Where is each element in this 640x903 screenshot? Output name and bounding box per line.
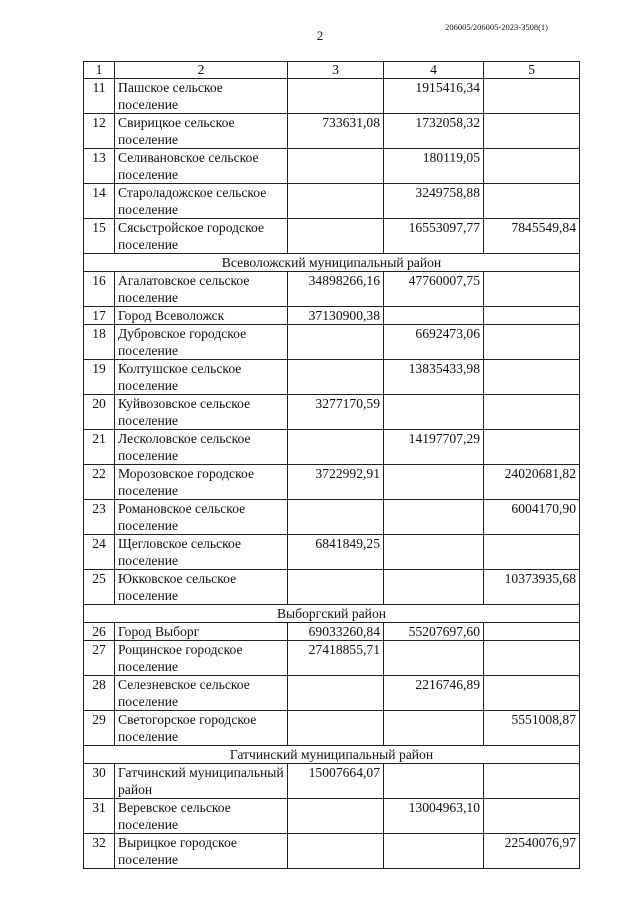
row-number: 26 [84,623,115,641]
column-4-value: 2216746,89 [384,676,484,711]
document-id: 206005/206005-2023-3508(1) [445,22,548,32]
page-number: 2 [316,28,324,43]
column-4-value: 13004963,10 [384,799,484,834]
column-header: 5 [484,62,580,79]
column-4-value: 1915416,34 [384,79,484,114]
column-5-value [484,79,580,114]
column-header: 2 [115,62,288,79]
column-5-value [484,623,580,641]
settlement-name: Город Всеволожск [115,307,288,325]
table-row [84,799,580,834]
table-row [84,219,580,254]
table-row [84,834,580,869]
column-5-value [484,114,580,149]
column-3-value: 3277170,59 [288,395,384,430]
table-row [84,711,580,746]
table-row [84,764,580,799]
column-4-value [384,395,484,430]
column-4-value: 55207697,60 [384,623,484,641]
column-4-value: 16553097,77 [384,219,484,254]
row-number: 12 [84,114,115,149]
column-5-value [484,764,580,799]
settlement-name: Куйвозовское сельское поселение [115,395,288,430]
column-3-value [288,360,384,395]
settlement-name: Пашское сельское поселение [115,79,288,114]
column-4-value: 1732058,32 [384,114,484,149]
column-3-value [288,325,384,360]
settlement-name: Сясьстройское городское поселение [115,219,288,254]
table-row [84,570,580,605]
column-4-value [384,641,484,676]
district-header-row [84,605,580,623]
row-number: 32 [84,834,115,869]
settlement-name: Староладожское сельское поселение [115,184,288,219]
column-4-value [384,711,484,746]
column-4-value [384,307,484,325]
row-number: 24 [84,535,115,570]
settlement-name: Лесколовское сельское поселение [115,430,288,465]
row-number: 31 [84,799,115,834]
table-row [84,149,580,184]
column-3-value [288,834,384,869]
column-5-value [484,307,580,325]
row-number: 15 [84,219,115,254]
column-5-value: 6004170,90 [484,500,580,535]
district-header-row [84,254,580,272]
settlement-name: Селивановское сельское поселение [115,149,288,184]
column-header: 3 [288,62,384,79]
column-4-value [384,834,484,869]
row-number: 19 [84,360,115,395]
table-row [84,395,580,430]
column-4-value: 13835433,98 [384,360,484,395]
column-header: 1 [84,62,115,79]
table-row [84,272,580,307]
column-4-value [384,465,484,500]
column-4-value: 6692473,06 [384,325,484,360]
row-number: 13 [84,149,115,184]
column-5-value [484,149,580,184]
table-row [84,184,580,219]
row-number: 21 [84,430,115,465]
settlement-name: Дубровское городское поселение [115,325,288,360]
column-5-value [484,184,580,219]
row-number: 28 [84,676,115,711]
column-3-value [288,500,384,535]
row-number: 17 [84,307,115,325]
column-5-value: 5551008,87 [484,711,580,746]
row-number: 20 [84,395,115,430]
row-number: 14 [84,184,115,219]
district-name: Гатчинский муниципальный район [84,746,580,764]
district-name: Всеволожский муниципальный район [84,254,580,272]
column-4-value: 180119,05 [384,149,484,184]
settlement-name: Колтушское сельское поселение [115,360,288,395]
row-number: 30 [84,764,115,799]
row-number: 25 [84,570,115,605]
table-row [84,79,580,114]
table-row [84,360,580,395]
column-3-value [288,79,384,114]
column-3-value: 15007664,07 [288,764,384,799]
table-row [84,676,580,711]
column-3-value [288,570,384,605]
settlement-name: Вырицкое городское поселение [115,834,288,869]
settlement-name: Юкковское сельское поселение [115,570,288,605]
district-name: Выборгский район [84,605,580,623]
column-5-value [484,535,580,570]
table-row [84,430,580,465]
table-row [84,535,580,570]
column-3-value: 69033260,84 [288,623,384,641]
column-5-value [484,430,580,465]
row-number: 29 [84,711,115,746]
table-row [84,325,580,360]
settlement-name: Город Выборг [115,623,288,641]
column-4-value [384,764,484,799]
column-5-value [484,272,580,307]
settlement-name: Веревское сельское поселение [115,799,288,834]
column-5-value [484,395,580,430]
column-5-value: 24020681,82 [484,465,580,500]
column-5-value: 22540076,97 [484,834,580,869]
column-3-value: 733631,08 [288,114,384,149]
column-4-value: 3249758,88 [384,184,484,219]
column-3-value [288,430,384,465]
settlement-name: Светогорское городское поселение [115,711,288,746]
column-3-value: 6841849,25 [288,535,384,570]
column-5-value [484,325,580,360]
column-5-value [484,799,580,834]
row-number: 16 [84,272,115,307]
table-row [84,307,580,325]
column-3-value: 34898266,16 [288,272,384,307]
column-3-value [288,149,384,184]
column-5-value [484,676,580,711]
column-3-value [288,184,384,219]
row-number: 22 [84,465,115,500]
table-row [84,500,580,535]
column-5-value [484,641,580,676]
table-row [84,114,580,149]
settlement-name: Морозовское городское поселение [115,465,288,500]
table-row [84,465,580,500]
settlement-name: Рощинское городское поселение [115,641,288,676]
settlement-name: Свирицкое сельское поселение [115,114,288,149]
settlement-name: Щегловское сельское поселение [115,535,288,570]
settlement-name: Романовское сельское поселение [115,500,288,535]
column-5-value: 7845549,84 [484,219,580,254]
column-5-value [484,360,580,395]
district-header-row [84,746,580,764]
column-4-value: 47760007,75 [384,272,484,307]
row-number: 11 [84,79,115,114]
settlement-name: Агалатовское сельское поселение [115,272,288,307]
table-row [84,641,580,676]
column-3-value [288,676,384,711]
column-3-value [288,711,384,746]
column-5-value: 10373935,68 [484,570,580,605]
table-header-row [84,62,580,79]
column-3-value: 3722992,91 [288,465,384,500]
column-4-value [384,570,484,605]
column-3-value: 37130900,38 [288,307,384,325]
column-3-value [288,219,384,254]
column-4-value [384,535,484,570]
column-4-value: 14197707,29 [384,430,484,465]
row-number: 18 [84,325,115,360]
column-3-value [288,799,384,834]
row-number: 27 [84,641,115,676]
table-row [84,623,580,641]
column-3-value: 27418855,71 [288,641,384,676]
budget-table [83,61,580,869]
column-header: 4 [384,62,484,79]
settlement-name: Селезневское сельское поселение [115,676,288,711]
row-number: 23 [84,500,115,535]
column-4-value [384,500,484,535]
settlement-name: Гатчинский муниципальный район [115,764,288,799]
